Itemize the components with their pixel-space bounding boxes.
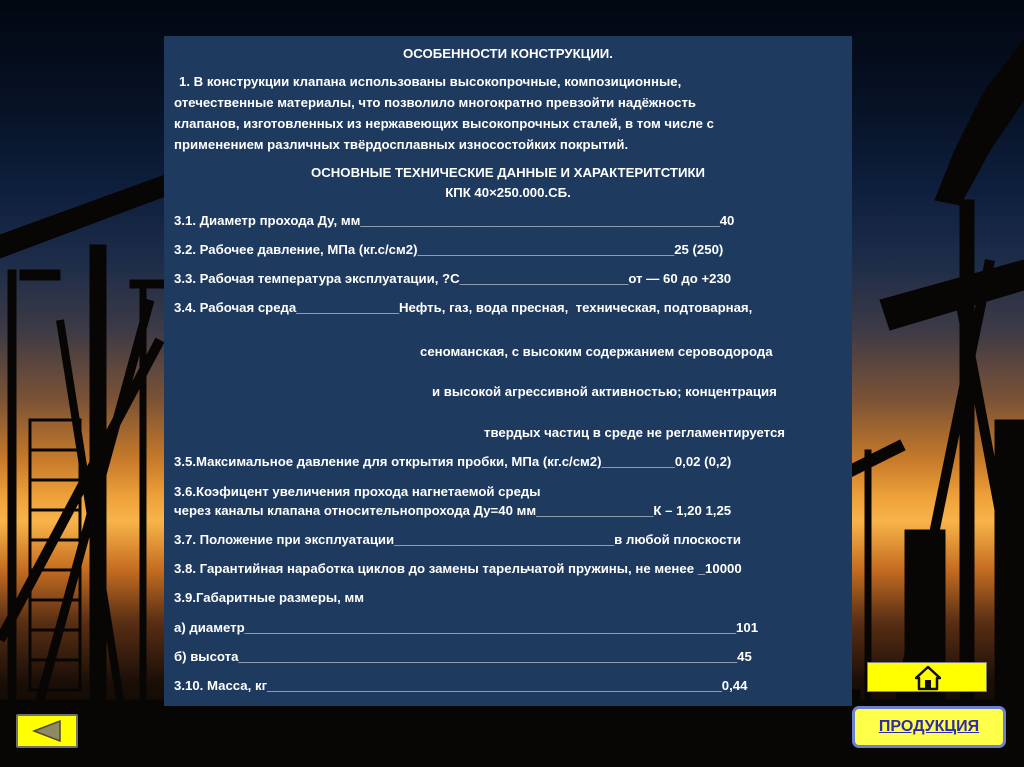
document-heading: ОСОБЕННОСТИ КОНСТРУКЦИИ. <box>403 46 613 61</box>
intro-line: отечественные материалы, что позволило многократно превзойти надёжность <box>174 95 697 110</box>
specs-heading: ОСНОВНЫЕ ТЕХНИЧЕСКИЕ ДАННЫЕ И ХАРАКТЕРИТСТИКИ <box>311 165 705 180</box>
spec-line: 3.8. Гарантийная наработка циклов до замены тарельчатой пружины, не менее _10000 <box>174 561 742 576</box>
spec-line: 3.9.Габаритные размеры, мм <box>174 590 364 605</box>
spec-line: 3.4. Рабочая среда______________Нефть, газ, вода пресная, техническая, подтоварная, <box>174 300 753 315</box>
medium-continuation-line: и высокой агрессивной активностью; концентрация <box>432 384 777 399</box>
spec-line: 3.3. Рабочая температура эксплуатации, ?С_______________________от — 60 до +230 <box>174 271 732 286</box>
home-button[interactable] <box>867 662 987 692</box>
intro-line: 1. В конструкции клапана использованы высокопрочные, композиционные, <box>179 74 682 89</box>
spec-line: 3.7. Положение при эксплуатации______________________________в любой плоскости <box>174 532 741 547</box>
home-icon <box>915 665 941 691</box>
spec-line: 3.1. Диаметр прохода Ду, мм_________________________________________________40 <box>174 213 735 228</box>
spec-line: 3.10. Масса, кг______________________________________________________________0,44 <box>174 678 748 693</box>
medium-continuation-line: сеноманская, с высоким содержанием сероводорода <box>420 344 773 359</box>
intro-line: клапанов, изготовленных из нержавеющих высокопрочных сталей, в том числе с <box>174 116 715 131</box>
left-triangle-icon <box>32 720 62 742</box>
spec-line: через каналы клапана относительнопрохода Ду=40 мм________________К – 1,20 1,25 <box>174 503 732 518</box>
spec-line: 3.2. Рабочее давление, МПа (кг.с/см2)___________________________________25 (250) <box>174 242 724 257</box>
back-button[interactable] <box>16 714 78 748</box>
content-panel <box>164 36 852 706</box>
spec-line: б) высота____________________________________________________________________45 <box>174 649 752 664</box>
products-button[interactable]: ПРОДУКЦИЯ <box>852 706 1006 748</box>
intro-line: применением различных твёрдосплавных износостойких покрытий. <box>174 137 629 152</box>
spec-line: 3.5.Максимальное давление для открытия пробки, МПа (кг.с/см2)__________0,02 (0,2) <box>174 454 732 469</box>
product-code: КПК 40×250.000.СБ. <box>445 185 571 200</box>
spec-line: а) диаметр___________________________________________________________________101 <box>174 620 759 635</box>
medium-continuation-line: твердых частиц в среде не регламентируется <box>484 425 785 440</box>
spec-line: 3.6.Коэфицент увеличения прохода нагнетаемой среды <box>174 484 541 499</box>
